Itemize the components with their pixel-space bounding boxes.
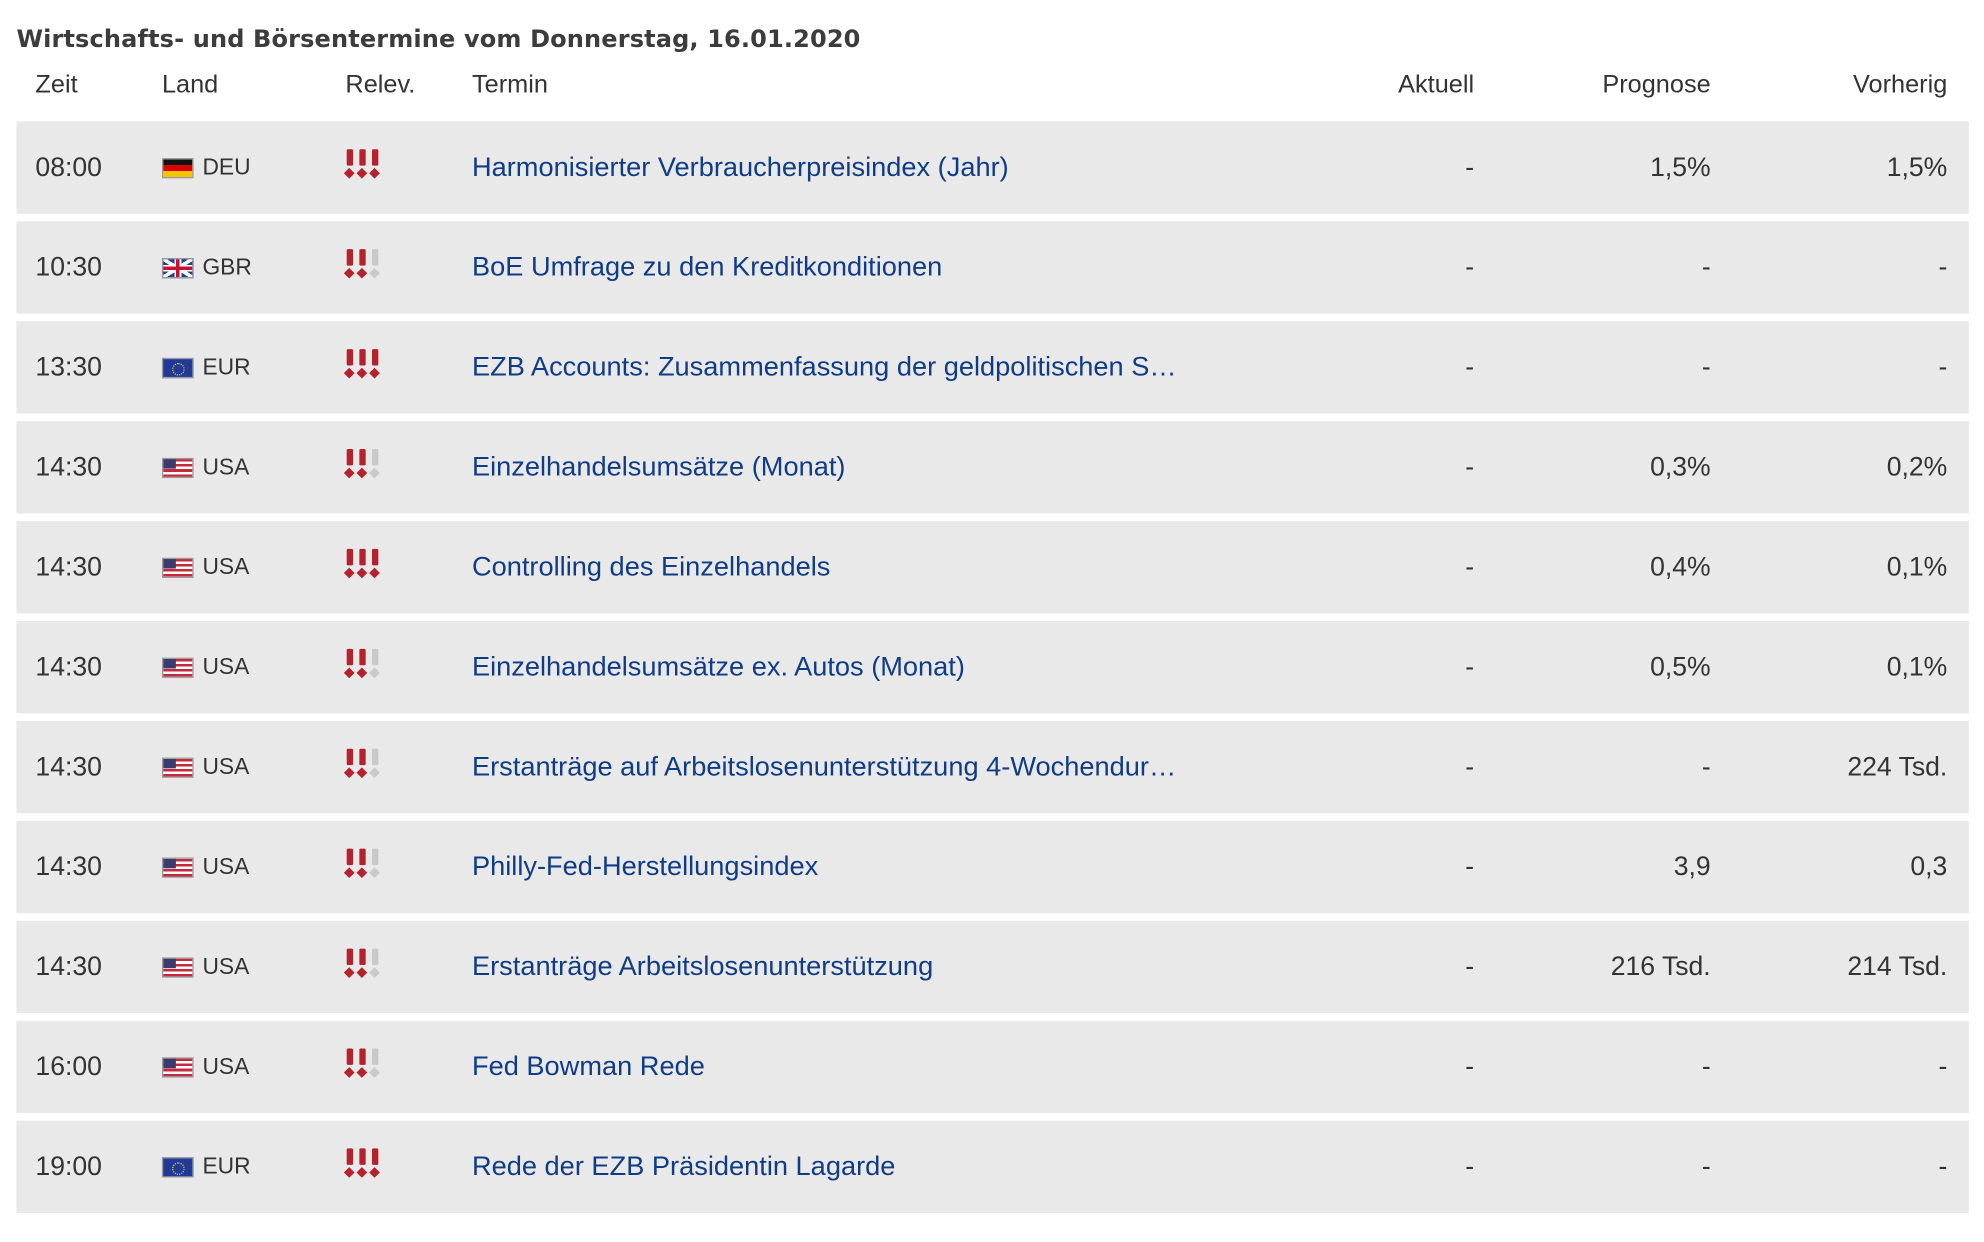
event-link[interactable]: Philly-Fed-Herstellungsindex [471,851,819,882]
value-aktuell: - [1465,952,1475,982]
table-row [16,121,1968,213]
country-code: EUR [202,1153,251,1179]
table-row [16,1021,1968,1113]
country-cell [162,421,249,513]
country-code: DEU [202,154,251,180]
country-code: USA [202,753,250,780]
value-vorherig: - [1938,1052,1948,1082]
event-link[interactable]: BoE Umfrage zu den Kreditkonditionen [471,251,943,283]
value-vorherig: 0,1% [1886,552,1948,582]
exclamation-icon [358,349,367,379]
relevance-indicator [345,849,383,887]
exclamation-icon [345,149,354,179]
exclamation-icon [371,549,380,579]
value-prognose: 0,5% [1650,652,1711,682]
value-aktuell: - [1465,352,1475,382]
event-link[interactable]: Controlling des Einzelhandels [471,551,831,582]
table-row [16,421,1968,513]
country-cell [162,621,249,713]
flag-eur-icon [162,1157,194,1177]
event-time: 14:30 [35,452,102,482]
value-aktuell: - [1465,252,1475,283]
table-row [16,221,1968,313]
event-time: 14:30 [35,752,102,782]
event-time: 14:30 [35,652,102,682]
value-aktuell: - [1465,153,1475,183]
flag-eur-icon [162,357,194,377]
column-header-vorherig: Vorherig [1853,70,1948,99]
value-aktuell: - [1465,1052,1475,1082]
relevance-indicator [345,449,383,487]
page-title: Wirtschafts- und Börsentermine vom Donnerstag, 16.01.2020 [16,25,861,54]
value-vorherig: - [1938,252,1948,283]
event-link[interactable]: Einzelhandelsumsätze ex. Autos (Monat) [471,651,965,682]
country-cell [162,1121,251,1213]
relevance-indicator [345,349,383,387]
country-code: USA [202,1053,250,1079]
value-vorherig: 0,2% [1886,452,1948,482]
country-cell [162,321,251,413]
exclamation-icon [371,249,380,279]
value-prognose: - [1701,352,1711,382]
table-row [16,321,1968,413]
exclamation-icon [345,349,354,379]
exclamation-icon [345,1148,354,1178]
exclamation-icon [345,449,354,479]
country-cell [162,821,249,913]
exclamation-icon [358,249,367,279]
exclamation-icon [358,649,367,679]
relevance-indicator [345,1048,383,1086]
event-time: 14:30 [35,852,102,882]
country-code: EUR [202,354,251,380]
exclamation-icon [371,1148,380,1178]
country-cell [162,921,249,1013]
value-aktuell: - [1465,652,1475,682]
column-header-prognose: Prognose [1602,70,1711,99]
exclamation-icon [371,349,380,379]
relevance-indicator [345,249,383,287]
exclamation-icon [358,449,367,479]
country-cell [162,221,252,313]
value-prognose: - [1701,752,1711,782]
event-link[interactable]: Rede der EZB Präsidentin Lagarde [471,1150,896,1182]
exclamation-icon [345,249,354,279]
country-code: USA [202,454,250,480]
exclamation-icon [371,449,380,479]
column-header-termin: Termin [471,70,548,99]
table-row [16,721,1968,813]
event-time: 13:30 [35,352,102,382]
relevance-indicator [345,649,383,687]
relevance-indicator [345,749,383,787]
exclamation-icon [371,149,380,179]
exclamation-icon [345,1048,354,1078]
exclamation-icon [371,949,380,979]
value-prognose: 3,9 [1673,852,1711,882]
event-link[interactable]: Erstanträge Arbeitslosenunterstützung [471,951,934,982]
value-vorherig: - [1938,352,1948,382]
value-aktuell: - [1465,752,1475,782]
value-prognose: 0,3% [1650,452,1711,482]
event-time: 10:30 [35,252,102,283]
value-aktuell: - [1465,852,1475,882]
country-code: USA [202,853,250,880]
value-vorherig: 1,5% [1886,153,1948,183]
exclamation-icon [371,749,380,779]
exclamation-icon [371,1048,380,1078]
table-header [16,66,1968,109]
flag-usa-icon [162,857,194,877]
relevance-indicator [345,1148,383,1186]
event-link[interactable]: Einzelhandelsumsätze (Monat) [471,451,846,482]
value-aktuell: - [1465,552,1475,582]
value-prognose: - [1701,1052,1711,1082]
relevance-indicator [345,549,383,587]
flag-deu-icon [162,157,194,177]
value-prognose: 0,4% [1650,552,1711,582]
table-row [16,921,1968,1013]
value-aktuell: - [1465,1152,1475,1182]
country-code: USA [202,953,250,979]
exclamation-icon [358,749,367,779]
value-vorherig: 224 Tsd. [1847,752,1948,782]
value-vorherig: 0,1% [1886,652,1948,682]
flag-usa-icon [162,657,194,677]
country-code: USA [202,653,250,680]
value-prognose: 216 Tsd. [1610,952,1711,982]
table-row [16,521,1968,613]
value-prognose: 1,5% [1650,153,1711,183]
event-time: 16:00 [35,1052,102,1082]
country-cell [162,1021,249,1113]
exclamation-icon [358,1048,367,1078]
exclamation-icon [358,149,367,179]
exclamation-icon [345,649,354,679]
country-code: GBR [202,254,252,280]
flag-usa-icon [162,557,194,577]
table-row [16,821,1968,913]
flag-usa-icon [162,457,194,477]
flag-usa-icon [162,757,194,777]
exclamation-icon [345,549,354,579]
country-cell [162,521,249,613]
column-header-zeit: Zeit [35,70,78,99]
relevance-indicator [345,949,383,987]
flag-usa-icon [162,957,194,977]
column-header-land: Land [161,70,219,99]
country-cell [162,721,249,813]
value-prognose: - [1701,1152,1711,1182]
country-code: USA [202,553,250,580]
exclamation-icon [345,949,354,979]
event-time: 14:30 [35,552,102,582]
exclamation-icon [358,849,367,879]
event-link[interactable]: Fed Bowman Rede [471,1051,705,1082]
column-header-aktuell: Aktuell [1398,70,1475,99]
flag-usa-icon [162,1057,194,1077]
value-vorherig: 214 Tsd. [1847,952,1948,982]
value-prognose: - [1701,252,1711,283]
flag-gbr-icon [162,257,194,277]
exclamation-icon [371,849,380,879]
event-time: 08:00 [35,153,102,183]
exclamation-icon [371,649,380,679]
exclamation-icon [358,1148,367,1178]
exclamation-icon [345,849,354,879]
value-vorherig: - [1938,1152,1948,1182]
relevance-indicator [345,149,383,187]
table-row [16,621,1968,713]
event-link[interactable]: Erstanträge auf Arbeitslosenunterstützung 4-Wochendur… [471,751,1177,782]
event-time: 19:00 [35,1152,102,1182]
exclamation-icon [345,749,354,779]
event-table-body [16,121,1968,1220]
exclamation-icon [358,549,367,579]
country-cell [162,121,251,213]
event-link[interactable]: EZB Accounts: Zusammenfassung der geldpolitischen S… [471,351,1177,382]
value-aktuell: - [1465,452,1475,482]
event-link[interactable]: Harmonisierter Verbraucherpreisindex (Jahr) [471,151,1009,183]
exclamation-icon [358,949,367,979]
column-header-relevance: Relev. [345,70,416,99]
table-row [16,1121,1968,1213]
event-time: 14:30 [35,952,102,982]
value-vorherig: 0,3 [1910,852,1948,882]
